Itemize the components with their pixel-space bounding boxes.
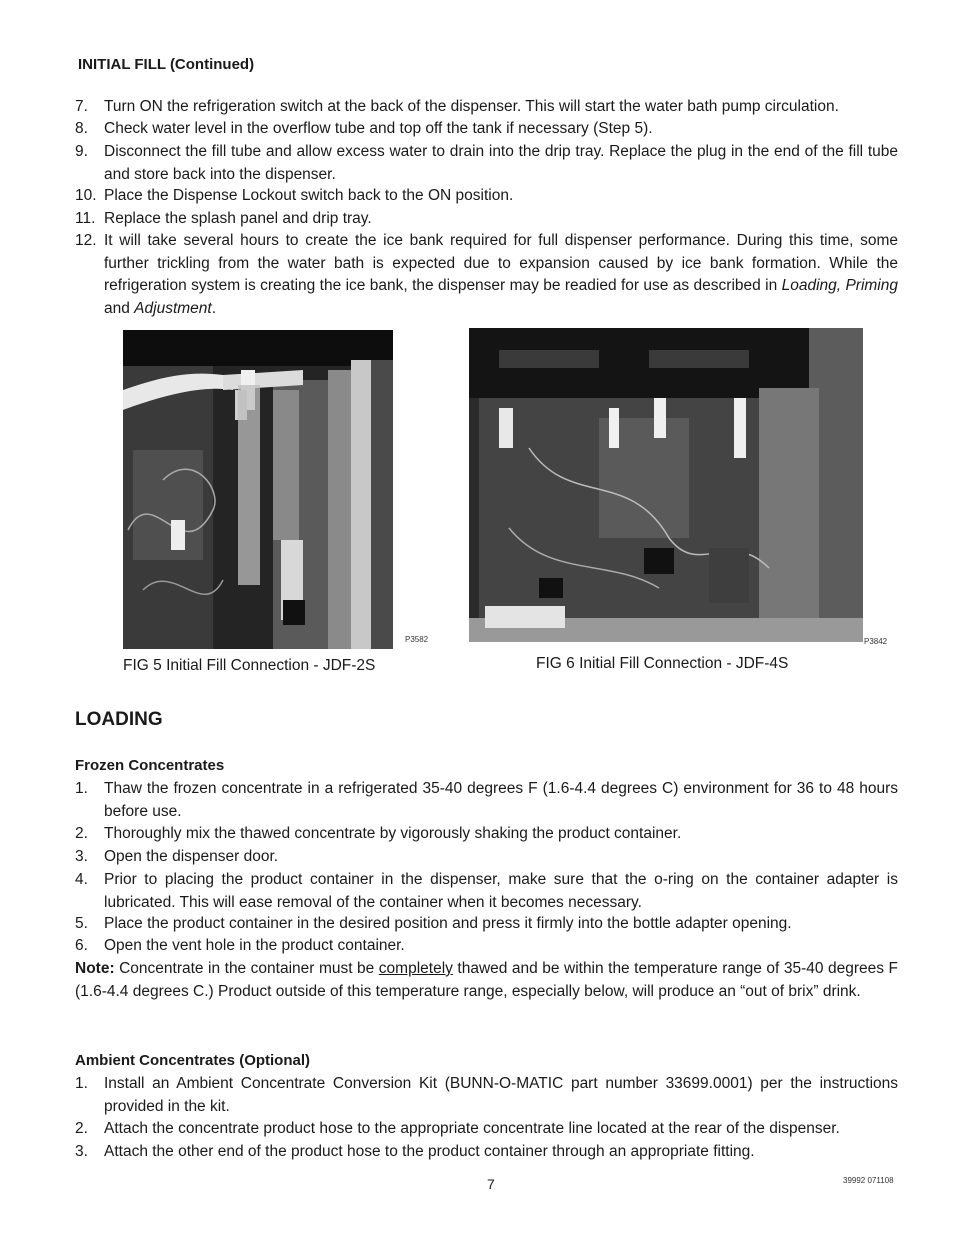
- italic-ref-loading-priming: Loading, Priming: [781, 277, 898, 294]
- step-text: Thoroughly mix the thawed concentrate by vigorously shaking the product container.: [104, 825, 682, 842]
- step-number: 4.: [75, 871, 88, 888]
- step-text: It will take several hours to create the ice bank required for full dispenser performance. During this time, some further trickling from the water bath is expected due to expansion caused by ice bank formation. While the refrigeration system is creating the ice bank, the dispenser may be readied for use as described in Loading, Priming and Adjustment.: [104, 232, 898, 317]
- note-paragraph: Note: Concentrate in the container must be completely thawed and be within the temperature range of 35-40 degrees F (1.6-4.4 degrees C.) Product outside of this temperature range, especially below, will produce an “out of brix” drink.: [75, 960, 898, 1000]
- step-number: 6.: [75, 937, 88, 954]
- step-number: 3.: [75, 1143, 88, 1160]
- list-item: [75, 778, 898, 823]
- step-text: Place the product container in the desired position and press it firmly into the bottle adapter opening.: [104, 915, 792, 932]
- subsection-title-ambient: Ambient Concentrates (Optional): [75, 1052, 311, 1069]
- step-number: 9.: [75, 143, 88, 160]
- list-item: [75, 1141, 898, 1164]
- document-code: 39992 071108: [843, 1176, 894, 1185]
- list-item: [75, 141, 898, 186]
- step-text: Open the vent hole in the product container.: [104, 937, 405, 954]
- underlined-word: completely: [378, 960, 453, 977]
- figure-caption: FIG 5 Initial Fill Connection - JDF-2S: [123, 657, 376, 674]
- list-item: [75, 869, 898, 914]
- list-item: [75, 913, 898, 936]
- step-text: Attach the concentrate product hose to the appropriate concentrate line located at the rear of the dispenser.: [104, 1120, 840, 1137]
- step-text: Thaw the frozen concentrate in a refrigerated 35-40 degrees F (1.6-4.4 degrees C) environment for 36 to 48 hours before use.: [104, 780, 898, 820]
- figure-caption: FIG 6 Initial Fill Connection - JDF-4S: [536, 655, 789, 672]
- figure-code: P3842: [864, 637, 888, 646]
- step-number: 5.: [75, 915, 88, 932]
- step-text: Attach the other end of the product hose to the product container through an appropriate fitting.: [104, 1143, 755, 1160]
- list-item: [75, 185, 898, 208]
- list-item: [75, 823, 898, 846]
- step-text: Open the dispenser door.: [104, 848, 279, 865]
- section-title-loading: LOADING: [75, 709, 163, 730]
- step-number: 11.: [75, 210, 96, 227]
- step-text: Install an Ambient Concentrate Conversion Kit (BUNN-O-MATIC part number 33699.0001) per the instructions provided in the kit.: [104, 1075, 898, 1115]
- step-number: 1.: [75, 780, 88, 797]
- step-number: 12.: [75, 232, 97, 249]
- step-number: 2.: [75, 1120, 88, 1137]
- note-label: Note:: [75, 960, 115, 977]
- section-title-initial-fill: INITIAL FILL (Continued): [78, 56, 255, 73]
- step-text: Place the Dispense Lockout switch back to the ON position.: [104, 187, 514, 204]
- step-number: 7.: [75, 98, 88, 115]
- list-item: [75, 935, 898, 958]
- step-number: 8.: [75, 120, 88, 137]
- step-text: Check water level in the overflow tube and top off the tank if necessary (Step 5).: [104, 120, 653, 137]
- step-text: Replace the splash panel and drip tray.: [104, 210, 372, 227]
- list-item: [75, 1073, 898, 1118]
- page-number: 7: [487, 1176, 495, 1192]
- step-text: Disconnect the fill tube and allow excess water to drain into the drip tray. Replace the plug in the end of the fill tube and store back into the dispenser.: [104, 143, 898, 183]
- list-item: [75, 96, 898, 119]
- figure-6-photo: [469, 328, 863, 642]
- figure-code: P3582: [405, 635, 429, 644]
- list-item: [75, 846, 898, 869]
- figure-5-photo: [123, 330, 393, 649]
- subsection-title-frozen: Frozen Concentrates: [75, 757, 225, 774]
- step-number: 1.: [75, 1075, 88, 1092]
- step-text: Prior to placing the product container in the dispenser, make sure that the o-ring on the container adapter is lubricated. This will ease removal of the container when it becomes necessary.: [104, 871, 898, 911]
- list-item: [75, 1118, 898, 1141]
- step-text: Turn ON the refrigeration switch at the back of the dispenser. This will start the water bath pump circulation.: [104, 98, 839, 115]
- step-number: 3.: [75, 848, 88, 865]
- step-number: 10.: [75, 187, 97, 204]
- list-item: [75, 230, 898, 320]
- step-number: 2.: [75, 825, 88, 842]
- italic-ref-adjustment: Adjustment: [134, 299, 212, 317]
- list-item: [75, 208, 898, 231]
- list-item: [75, 118, 898, 141]
